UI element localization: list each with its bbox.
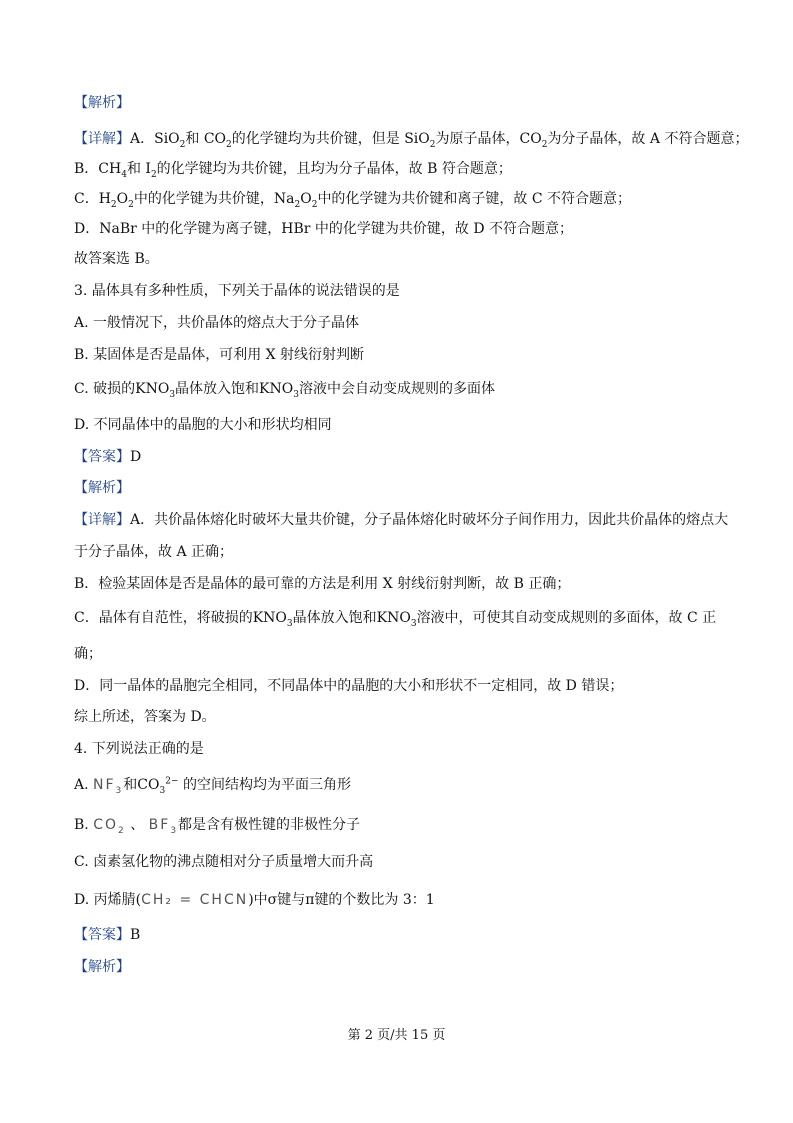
q3-option-c: C. 破损的$KNO_3$晶体放入饱和$KNO_3$溶液中会自动变成规则的多面体 (74, 381, 495, 400)
q4-option-d: D. 丙烯腈(CH₂ = CHCN)中σ键与π键的个数比为 3：1 (74, 892, 435, 908)
kno3-formula: $KNO_3$ (259, 381, 299, 400)
kno3-formula: $KNO_3$ (376, 610, 417, 629)
q3-detail-b: B．检验某固体是否是晶体的最可靠的方法是利用 X 射线衍射判断，故 B 正确； (74, 576, 571, 592)
analysis-heading: 【解析】 (74, 95, 130, 111)
q4-answer: 【答案】B (74, 927, 141, 943)
acrylonitrile-formula: CH₂ = CHCN (141, 892, 249, 908)
q4-option-c: C. 卤素氢化物的沸点随相对分子质量增大而升高 (74, 854, 374, 870)
sigma-symbol: σ (267, 892, 278, 908)
q2-detail-c: C．$H_2O_2$中的化学键为共价键，$Na_2O_2$中的化学键为共价键和离子键，故 C 不符合题意； (74, 191, 632, 210)
pi-symbol: π (305, 892, 315, 908)
q2-conclusion: 故答案选 B。 (74, 251, 159, 267)
q3-option-d: D. 不同晶体中的晶胞的大小和形状均相同 (74, 417, 332, 433)
q4-option-a: A. $NF_3$和$CO_3^{2-}$ 的空间结构均为平面三角形 (74, 776, 351, 796)
q2-detail-d: D．NaBr 中的化学键为离子键，HBr 中的化学键为共价键，故 D 不符合题意； (74, 221, 574, 237)
q4-stem: 4. 下列说法正确的是 (74, 741, 204, 757)
q3-detail-c: C．晶体有自范性，将破损的$KNO_3$晶体放入饱和$KNO_3$溶液中，可使其自动变成规则的多面体，故 C 正 (74, 610, 717, 629)
q3-detail-c-cont: 确； (74, 646, 102, 662)
q2-detail-b: B．$CH_4$和 $I_2$的化学键均为共价键，且均为分子晶体，故 B 符合题意； (74, 161, 512, 180)
q4-option-b: B. $CO_2$ 、 $BF_3$都是含有极性键的非极性分子 (74, 817, 361, 836)
q3-option-a: A. 一般情况下，共价晶体的熔点大于分子晶体 (74, 315, 360, 331)
carbonate-formula: $CO_3^{2-}$ (137, 776, 179, 796)
co2-formula: $CO_2$ (93, 817, 126, 836)
nf3-formula: $NF_3$ (93, 777, 124, 796)
q3-detail-a: 【详解】A．共价晶体熔化时破坏大量共价键，分子晶体熔化时破坏分子间作用力，因此共价晶体的熔点大 (74, 512, 729, 528)
page-number: 第 2 页/共 15 页 (347, 1028, 446, 1043)
q3-conclusion: 综上所述，答案为 D。 (74, 709, 216, 725)
q2-detail-a: 【详解】A．SiO$_2$和 $CO_2$的化学键均为共价键，但是 SiO$_2$为原子晶体，$CO_2$为分子晶体，故 A 不符合题意； (74, 131, 749, 150)
q4-analysis-heading: 【解析】 (74, 959, 130, 975)
q3-analysis-heading: 【解析】 (74, 480, 130, 496)
q3-detail-d: D．同一晶体的晶胞完全相同，不同晶体中的晶胞的大小和形状不一定相同，故 D 错误； (74, 678, 624, 694)
q3-detail-a-cont: 于分子晶体，故 A 正确； (74, 544, 234, 560)
kno3-formula: $KNO_3$ (135, 381, 176, 400)
q3-option-b: B. 某固体是否是晶体，可利用 X 射线衍射判断 (74, 347, 365, 363)
kno3-formula: $KNO_3$ (252, 610, 293, 629)
bf3-formula: $BF_3$ (148, 817, 179, 836)
q3-stem: 3. 晶体具有多种性质，下列关于晶体的说法错误的是 (74, 283, 400, 299)
q3-answer: 【答案】D (74, 449, 142, 465)
